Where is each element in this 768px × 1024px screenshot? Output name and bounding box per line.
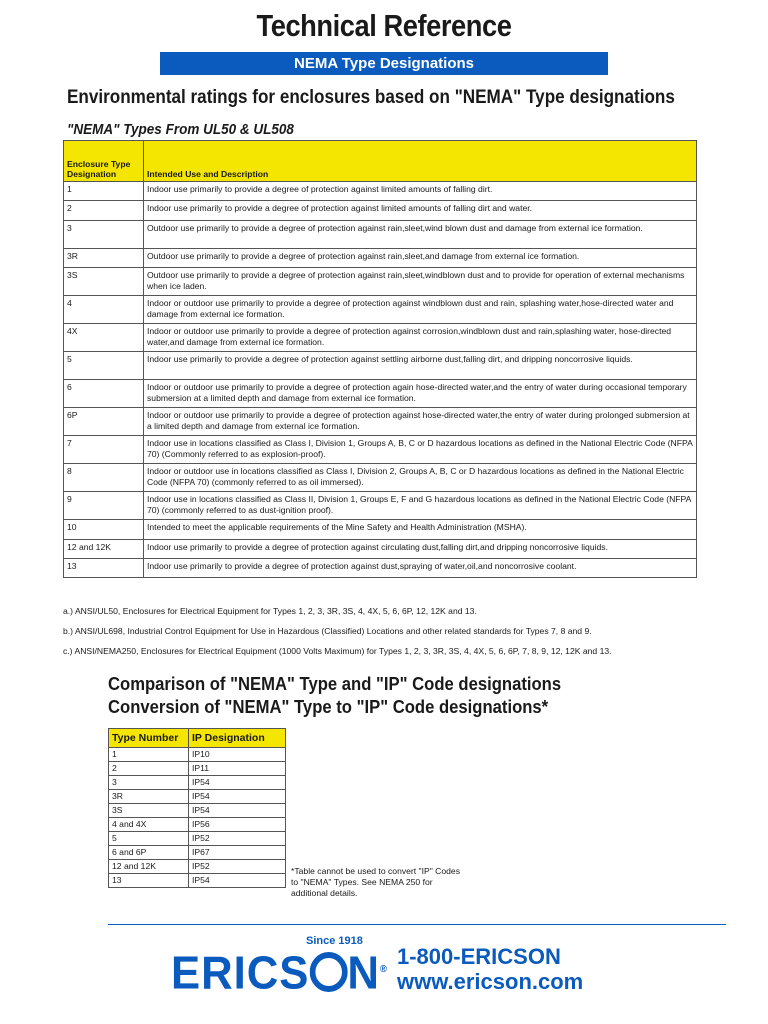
description-cell: Indoor use in locations classified as Class II, Division 1, Groups E, F and G hazardous locations as defined in the National Electric Code (NFPA 70) (commonly referred to as dust-ignition proof). bbox=[144, 492, 697, 520]
phone-number: 1-800-ERICSON bbox=[397, 944, 561, 969]
type-cell: 13 bbox=[64, 558, 144, 577]
table-row bbox=[109, 846, 286, 860]
table-row bbox=[64, 492, 697, 520]
type-number-cell: 2 bbox=[109, 762, 189, 776]
ip-conversion-table bbox=[108, 728, 286, 888]
ip-table-header-row bbox=[109, 729, 286, 748]
contact-block bbox=[397, 944, 583, 994]
ip-code-cell: IP54 bbox=[189, 874, 286, 888]
type-number-cell: 5 bbox=[109, 832, 189, 846]
description-cell: Outdoor use primarily to provide a degree of protection against rain,sleet,windblown dust and to provide for operation of external mechanisms when ice laden. bbox=[144, 268, 697, 296]
ip-code-cell: IP54 bbox=[189, 776, 286, 790]
nema-types-table bbox=[63, 140, 697, 578]
table-row bbox=[109, 790, 286, 804]
since-label: Since 1918 bbox=[306, 935, 363, 947]
type-cell: 8 bbox=[64, 464, 144, 492]
table-row bbox=[64, 324, 697, 352]
note-c: c.) ANSI/NEMA250, Enclosures for Electrical Equipment (1000 Volts Maximum) for Types 1, 2, 3, 3R, 3S, 4, 4X, 5, 6, 6P, 7, 8, 9, 12, 12K and 13. bbox=[63, 646, 612, 656]
type-number-cell: 12 and 12K bbox=[109, 860, 189, 874]
table-row bbox=[64, 201, 697, 220]
ericson-logo bbox=[171, 946, 387, 999]
table-row bbox=[109, 804, 286, 818]
type-cell: 1 bbox=[64, 182, 144, 201]
description-cell: Indoor or outdoor use primarily to provide a degree of protection against windblown dust and rain, splashing water,hose-directed water and damage from external ice formation. bbox=[144, 296, 697, 324]
column-header-type-number: Type Number bbox=[109, 729, 189, 748]
ip-code-cell: IP67 bbox=[189, 846, 286, 860]
type-number-cell: 4 and 4X bbox=[109, 818, 189, 832]
description-cell: Indoor or outdoor use in locations classified as Class I, Division 2, Groups A, B, C or D hazardous locations as defined in the National Electric Code (NFPA 70) (commonly referred to as oil immersed). bbox=[144, 464, 697, 492]
table-row bbox=[64, 296, 697, 324]
type-number-cell: 3 bbox=[109, 776, 189, 790]
section-banner: NEMA Type Designations bbox=[160, 52, 608, 75]
type-number-cell: 1 bbox=[109, 748, 189, 762]
note-a: a.) ANSI/UL50, Enclosures for Electrical Equipment for Types 1, 2, 3, 3R, 3S, 4, 4X, 5, 6, 6P, 12, 12K and 13. bbox=[63, 606, 477, 616]
table-row bbox=[64, 558, 697, 577]
table-row bbox=[109, 832, 286, 846]
description-cell: Indoor use primarily to provide a degree of protection against dust,spraying of water,oil,and noncorrosive coolant. bbox=[144, 558, 697, 577]
logo-text-end: N bbox=[347, 946, 380, 999]
logo-text-start: ERICS bbox=[171, 946, 310, 999]
table-row bbox=[64, 520, 697, 539]
ip-table-body bbox=[109, 748, 286, 888]
table-row bbox=[109, 874, 286, 888]
ip-code-cell: IP11 bbox=[189, 762, 286, 776]
type-cell: 3R bbox=[64, 248, 144, 267]
type-cell: 3S bbox=[64, 268, 144, 296]
type-cell: 5 bbox=[64, 352, 144, 380]
description-cell: Indoor use primarily to provide a degree of protection against limited amounts of falling dirt and water. bbox=[144, 201, 697, 220]
table-row bbox=[64, 380, 697, 408]
table-row bbox=[64, 436, 697, 464]
footer-divider bbox=[108, 924, 726, 925]
main-heading: Environmental ratings for enclosures based on "NEMA" Type designations bbox=[67, 87, 675, 108]
standards-notes bbox=[63, 606, 743, 666]
conversion-footnote: *Table cannot be used to convert "IP" Codes to "NEMA" Types. See NEMA 250 for additional details. bbox=[291, 866, 461, 898]
type-number-cell: 3S bbox=[109, 804, 189, 818]
description-cell: Indoor use primarily to provide a degree of protection against circulating dust,falling dirt,and dripping noncorrosive liquids. bbox=[144, 539, 697, 558]
logo-globe-icon bbox=[309, 952, 347, 992]
table-row bbox=[64, 408, 697, 436]
type-cell: 6 bbox=[64, 380, 144, 408]
ip-code-cell: IP54 bbox=[189, 804, 286, 818]
table-row bbox=[64, 220, 697, 248]
type-cell: 4X bbox=[64, 324, 144, 352]
type-number-cell: 3R bbox=[109, 790, 189, 804]
table-row bbox=[64, 464, 697, 492]
type-cell: 10 bbox=[64, 520, 144, 539]
description-cell: Indoor use primarily to provide a degree of protection against limited amounts of falling dirt. bbox=[144, 182, 697, 201]
ip-code-cell: IP52 bbox=[189, 860, 286, 874]
table-row bbox=[64, 248, 697, 267]
table-row bbox=[109, 860, 286, 874]
table-row bbox=[64, 352, 697, 380]
table-row bbox=[109, 762, 286, 776]
description-cell: Intended to meet the applicable requirements of the Mine Safety and Health Administration (MSHA). bbox=[144, 520, 697, 539]
column-header-type: Enclosure Type Designation bbox=[64, 141, 144, 182]
page-title: Technical Reference bbox=[256, 8, 512, 43]
type-cell: 7 bbox=[64, 436, 144, 464]
description-cell: Outdoor use primarily to provide a degree of protection against rain,sleet,wind blown dust and damage from external ice formation. bbox=[144, 220, 697, 248]
table-row bbox=[109, 776, 286, 790]
registered-mark: ® bbox=[379, 964, 387, 975]
note-b: b.) ANSI/UL698, Industrial Control Equipment for Use in Hazardous (Classified) Locations and other related standards for Types 7, 8 and 9. bbox=[63, 626, 592, 636]
type-number-cell: 6 and 6P bbox=[109, 846, 189, 860]
description-cell: Outdoor use primarily to provide a degree of protection against rain,sleet,and damage from external ice formation. bbox=[144, 248, 697, 267]
description-cell: Indoor use primarily to provide a degree of protection against settling airborne dust,falling dirt, and dripping noncorrosive liquids. bbox=[144, 352, 697, 380]
ip-code-cell: IP10 bbox=[189, 748, 286, 762]
table-row bbox=[64, 268, 697, 296]
table-row bbox=[109, 748, 286, 762]
description-cell: Indoor or outdoor use primarily to provide a degree of protection against corrosion,windblown dust and rain,splashing water, hose-directed water,and damage from external ice formation. bbox=[144, 324, 697, 352]
table-row bbox=[64, 182, 697, 201]
type-cell: 3 bbox=[64, 220, 144, 248]
nema-table-body bbox=[64, 182, 697, 578]
comparison-heading bbox=[108, 672, 561, 718]
table-row bbox=[109, 818, 286, 832]
comparison-heading-line1: Comparison of "NEMA" Type and "IP" Code designations bbox=[108, 673, 562, 694]
ip-code-cell: IP56 bbox=[189, 818, 286, 832]
table-subheading: "NEMA" Types From UL50 & UL508 bbox=[67, 121, 294, 138]
table-header-row bbox=[64, 141, 697, 182]
type-number-cell: 13 bbox=[109, 874, 189, 888]
column-header-description: Intended Use and Description bbox=[144, 141, 697, 182]
website-link[interactable]: www.ericson.com bbox=[397, 969, 584, 994]
description-cell: Indoor or outdoor use primarily to provide a degree of protection against hose-directed water,the entry of water during prolonged submersion at a limited depth and damage from external ice formation. bbox=[144, 408, 697, 436]
description-cell: Indoor or outdoor use primarily to provide a degree of protection again hose-directed water,and the entry of water during occasional temporary submersion at a limited depth and damage from external ice formation. bbox=[144, 380, 697, 408]
ip-code-cell: IP52 bbox=[189, 832, 286, 846]
type-cell: 4 bbox=[64, 296, 144, 324]
table-row bbox=[64, 539, 697, 558]
type-cell: 6P bbox=[64, 408, 144, 436]
ip-code-cell: IP54 bbox=[189, 790, 286, 804]
type-cell: 9 bbox=[64, 492, 144, 520]
type-cell: 12 and 12K bbox=[64, 539, 144, 558]
type-cell: 2 bbox=[64, 201, 144, 220]
comparison-heading-line2: Conversion of "NEMA" Type to "IP" Code designations* bbox=[108, 696, 549, 717]
column-header-ip-designation: IP Designation bbox=[189, 729, 286, 748]
description-cell: Indoor use in locations classified as Class I, Division 1, Groups A, B, C or D hazardous locations as defined in the National Electric Code (NFPA 70) (Commonly referred to as explosion-proof). bbox=[144, 436, 697, 464]
